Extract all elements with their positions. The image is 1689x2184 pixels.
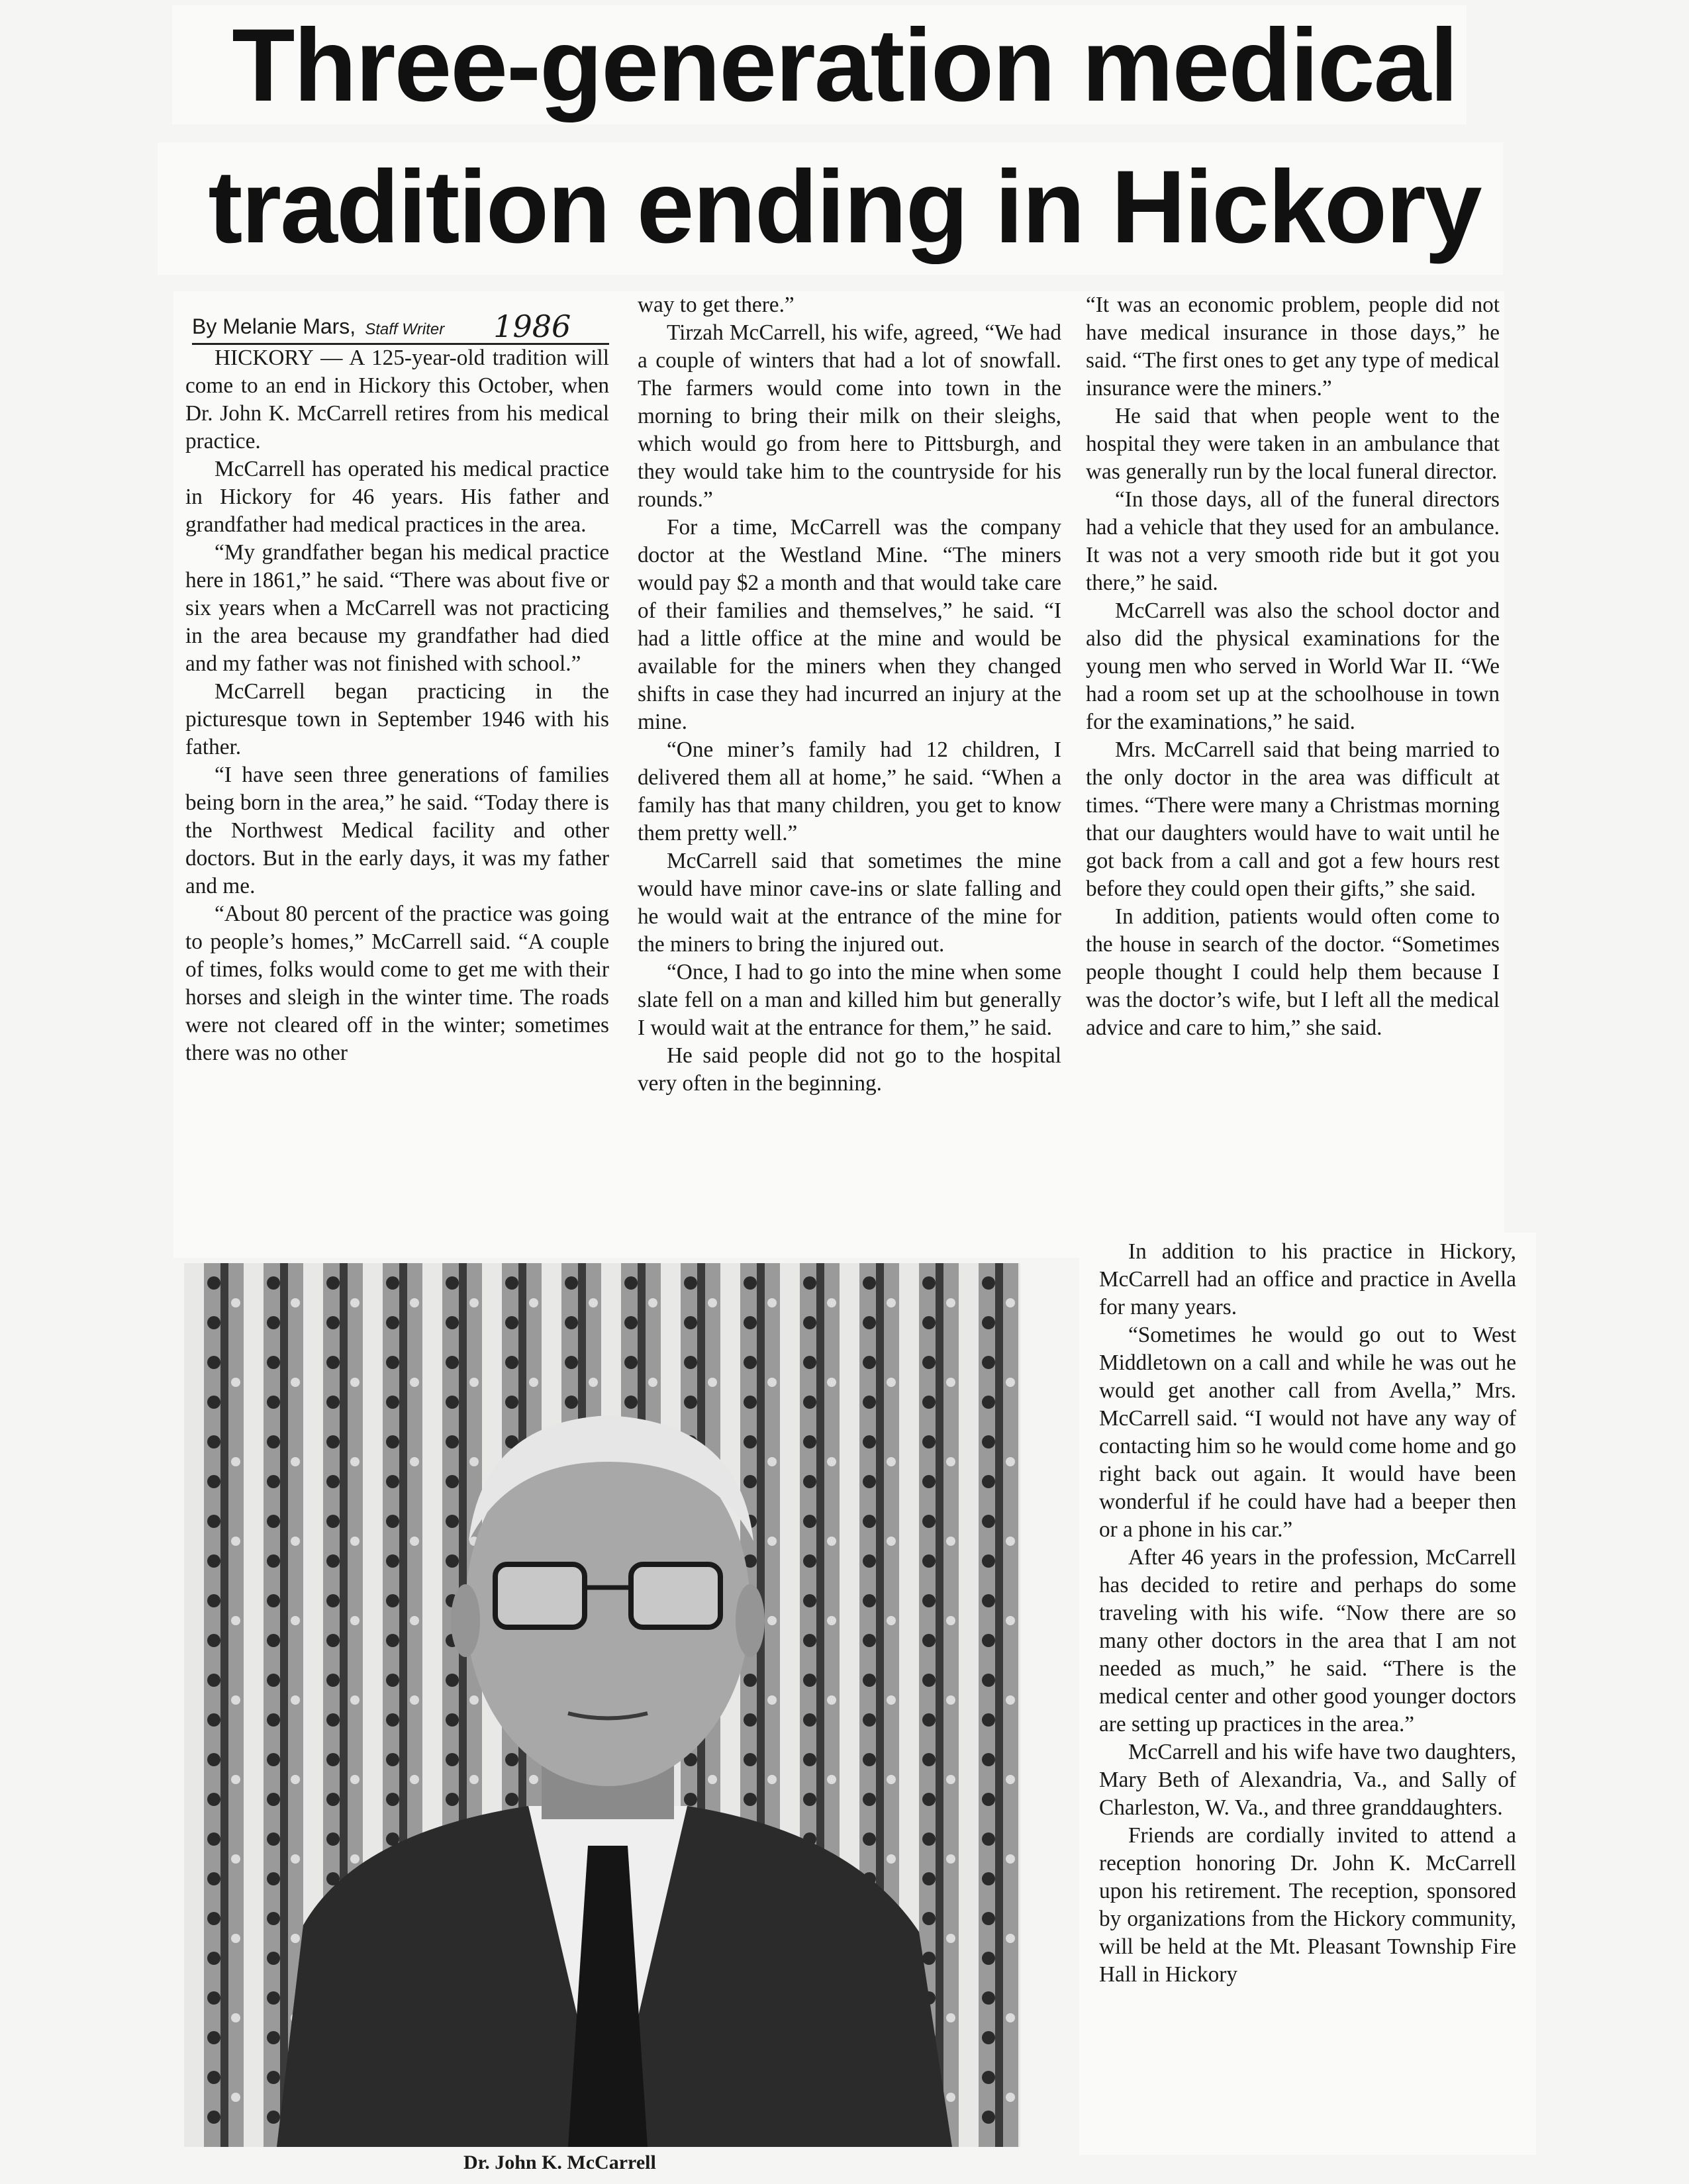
column-3-paragraph: He said that when people went to the hospital they were taken in an ambulance that was generally run by the local funeral director. — [1086, 404, 1500, 484]
byline-title: Staff Writer — [365, 320, 445, 338]
column-2-paragraph: McCarrell said that sometimes the mine would have minor cave-ins or slate falling and he would wait at the entrance of the mine for the miners to bring the injured out. — [638, 849, 1061, 957]
column-3-paragraph: McCarrell was also the school doctor and also did the physical examinations for the young men who served in World War II. “We had a room set up at the schoolhouse in town for the examinations,” he said. — [1086, 598, 1500, 734]
column-3-paragraph: Mrs. McCarrell said that being married to the only doctor in the area was difficult at times. “There were many a Christmas morning that our daughters would have to wait until he got back from a call and got a few hours rest before they could open their gifts,” she said. — [1086, 737, 1500, 901]
column-3-top — [1086, 291, 1500, 1042]
column-1-paragraph: “My grandfather began his medical practice here in 1861,” he said. “There was about five or six years when a McCarrell was not practicing in the area because my grandfather had died and my father was not finished with school.” — [185, 540, 609, 676]
column-2-paragraph: Tirzah McCarrell, his wife, agreed, “We had a couple of winters that had a lot of snowfall. The farmers would come into town in the morning to bring their milk on their sleighs, which would go from here to Pittsburgh, and they would take him to the countryside for his rounds.” — [638, 320, 1061, 512]
column-3-paragraph: “Sometimes he would go out to West Middletown on a call and while he was out he would get another call from Avella,” Mrs. McCarrell said. “I would not have any way of contacting him so he would come home and go right back out again. It would have been wonderful if he could have had a beeper then or a phone in his car.” — [1099, 1323, 1516, 1542]
byline — [192, 306, 609, 345]
column-2-paragraph: For a time, McCarrell was the company doctor at the Westland Mine. “The miners would pay $2 a month and that would take care of their families and themselves,” he said. “I had a little office at the mine and would be available for the miners when they changed shifts in case they had incurred an injury at the mine. — [638, 515, 1061, 734]
headline-line-2: tradition ending in Hickory — [208, 150, 1481, 265]
column-1-paragraph: “About 80 percent of the practice was going to people’s homes,” McCarrell said. “A couple of times, folks would come to get me with their horses and sleigh in the winter time. The roads were not cleared off in the winter; sometimes there was no other — [185, 902, 609, 1065]
column-2-paragraph: “One miner’s family had 12 children, I delivered them all at home,” he said. “When a family has that many children, you get to know them pretty well.” — [638, 737, 1061, 845]
column-1-paragraph: “I have seen three generations of families being born in the area,” he said. “Today there is the Northwest Medical facility and other doctors. But in the early days, it was my father and me. — [185, 763, 609, 898]
column-1 — [185, 344, 609, 1067]
headline-line-1: Three-generation medical — [232, 8, 1457, 123]
portrait-photo — [184, 1263, 1020, 2147]
column-3-paragraph: “In those days, all of the funeral directors had a vehicle that they used for an ambulance. It was not a very smooth ride but it got you there,” he said. — [1086, 487, 1500, 595]
column-3-paragraph: “It was an economic problem, people did not have medical insurance in those days,” he said. “The first ones to get any type of medical insurance were the miners.” — [1086, 293, 1500, 401]
column-2-paragraph: way to get there.” — [638, 293, 795, 317]
byline-name: By Melanie Mars, — [192, 314, 356, 338]
column-3-paragraph: McCarrell and his wife have two daughters, Mary Beth of Alexandria, Va., and Sally of Charleston, W. Va., and three granddaughters. — [1099, 1740, 1516, 1820]
column-3-paragraph: In addition to his practice in Hickory, McCarrell had an office and practice in Avella for many years. — [1099, 1239, 1516, 1319]
column-2-paragraph: “Once, I had to go into the mine when some slate fell on a man and killed him but generally I would wait at the entrance for them,” he said. — [638, 960, 1061, 1040]
handwritten-year: 1986 — [493, 309, 571, 344]
column-1-paragraph: McCarrell began practicing in the picturesque town in September 1946 with his father. — [185, 679, 609, 759]
column-2 — [638, 291, 1061, 1098]
column-3-paragraph: Friends are cordially invited to attend a reception honoring Dr. John K. McCarrell upon his retirement. The reception, sponsored by organizations from the Hickory community, will be held at the Mt. Pleasant Township Fire Hall in Hickory — [1099, 1823, 1516, 1987]
column-3-paragraph: In addition, patients would often come to the house in search of the doctor. “Sometimes people thought I could help them because I was the doctor’s wife, but I left all the medical advice and care to him,” she said. — [1086, 904, 1500, 1040]
column-3-paragraph: After 46 years in the profession, McCarrell has decided to retire and perhaps do some traveling with his wife. “Now there are so many other doctors in the area that I am not needed as much,” he said. “There is the medical center and other good younger doctors are setting up practices in the area.” — [1099, 1545, 1516, 1736]
column-1-paragraph: HICKORY — A 125-year-old tradition will come to an end in Hickory this October, when Dr. John K. McCarrell retires from his medical practice. — [185, 346, 609, 453]
photo-caption: Dr. John K. McCarrell — [463, 2152, 656, 2173]
column-3-bottom — [1099, 1238, 1516, 1989]
column-1-paragraph: McCarrell has operated his medical practice in Hickory for 46 years. His father and grandfather had medical practices in the area. — [185, 457, 609, 537]
column-2-paragraph: He said people did not go to the hospital very often in the beginning. — [638, 1043, 1061, 1096]
